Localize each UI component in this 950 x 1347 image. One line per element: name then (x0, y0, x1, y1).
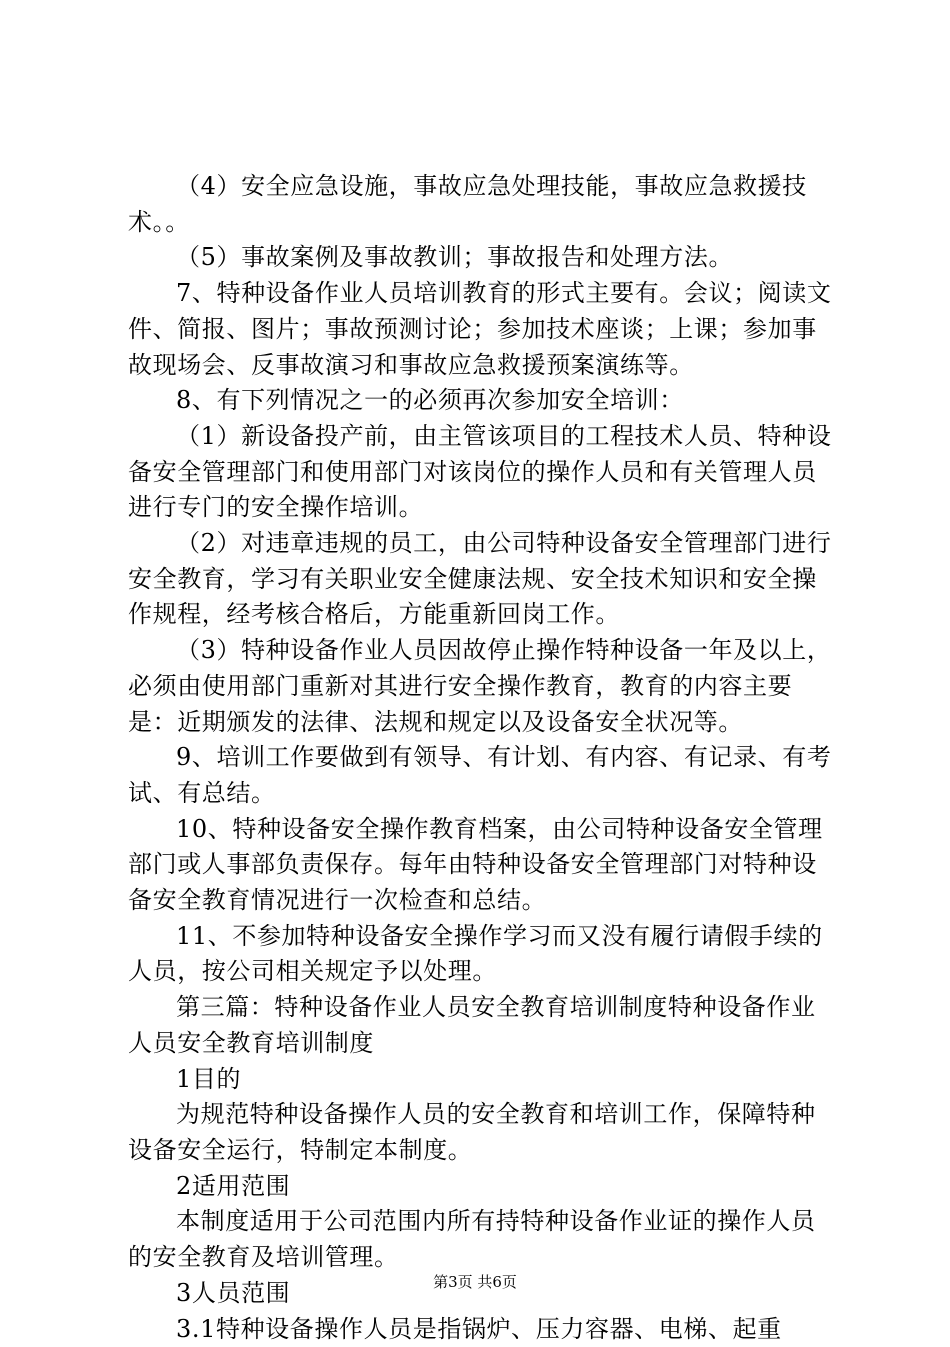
document-body (128, 169, 833, 1347)
paragraph-item-8-3: （3）特种设备作业人员因故停止操作特种设备一年及以上，必须由使用部门重新对其进行安全操作教育，教育的内容主要是：近期颁发的法律、法规和规定以及设备安全状况等。 (128, 633, 833, 740)
paragraph-item-11: 11、不参加特种设备安全操作学习而又没有履行请假手续的人员，按公司相关规定予以处理。 (128, 919, 833, 990)
paragraph-accident-cases: （5）事故案例及事故教训；事故报告和处理方法。 (128, 240, 833, 276)
paragraph-item-10: 10、特种设备安全操作教育档案，由公司特种设备安全管理部门或人事部负责保存。每年由特种设备安全管理部门对特种设备安全教育情况进行一次检查和总结。 (128, 812, 833, 919)
paragraph-scope: 本制度适用于公司范围内所有持特种设备作业证的操作人员的安全教育及培训管理。 (128, 1204, 833, 1275)
paragraph-item-8: 8、有下列情况之一的必须再次参加安全培训： (128, 383, 833, 419)
paragraph-item-9: 9、培训工作要做到有领导、有计划、有内容、有记录、有考试、有总结。 (128, 740, 833, 811)
paragraph-3-1: 3.1特种设备操作人员是指锅炉、压力容器、电梯、起重 (128, 1312, 833, 1347)
heading-scope: 2适用范围 (128, 1169, 833, 1205)
heading-personnel-scope: 3人员范围 (128, 1276, 833, 1312)
paragraph-emergency-skills: （4）安全应急设施，事故应急处理技能，事故应急救援技术。。 (128, 169, 833, 240)
heading-purpose: 1目的 (128, 1062, 833, 1098)
paragraph-item-7: 7、特种设备作业人员培训教育的形式主要有。会议；阅读文件、简报、图片；事故预测讨论；参加技术座谈；上课；参加事故现场会、反事故演习和事故应急救援预案演练等。 (128, 276, 833, 383)
paragraph-item-8-2: （2）对违章违规的员工，由公司特种设备安全管理部门进行安全教育，学习有关职业安全健康法规、安全技术知识和安全操作规程，经考核合格后，方能重新回岗工作。 (128, 526, 833, 633)
page-number: 第3页 共6页 (0, 1271, 950, 1292)
paragraph-item-8-1: （1）新设备投产前，由主管该项目的工程技术人员、特种设备安全管理部门和使用部门对该岗位的操作人员和有关管理人员进行专门的安全操作培训。 (128, 419, 833, 526)
section-title-part-3: 第三篇：特种设备作业人员安全教育培训制度特种设备作业人员安全教育培训制度 (128, 990, 833, 1061)
paragraph-purpose: 为规范特种设备操作人员的安全教育和培训工作，保障特种设备安全运行，特制定本制度。 (128, 1097, 833, 1168)
